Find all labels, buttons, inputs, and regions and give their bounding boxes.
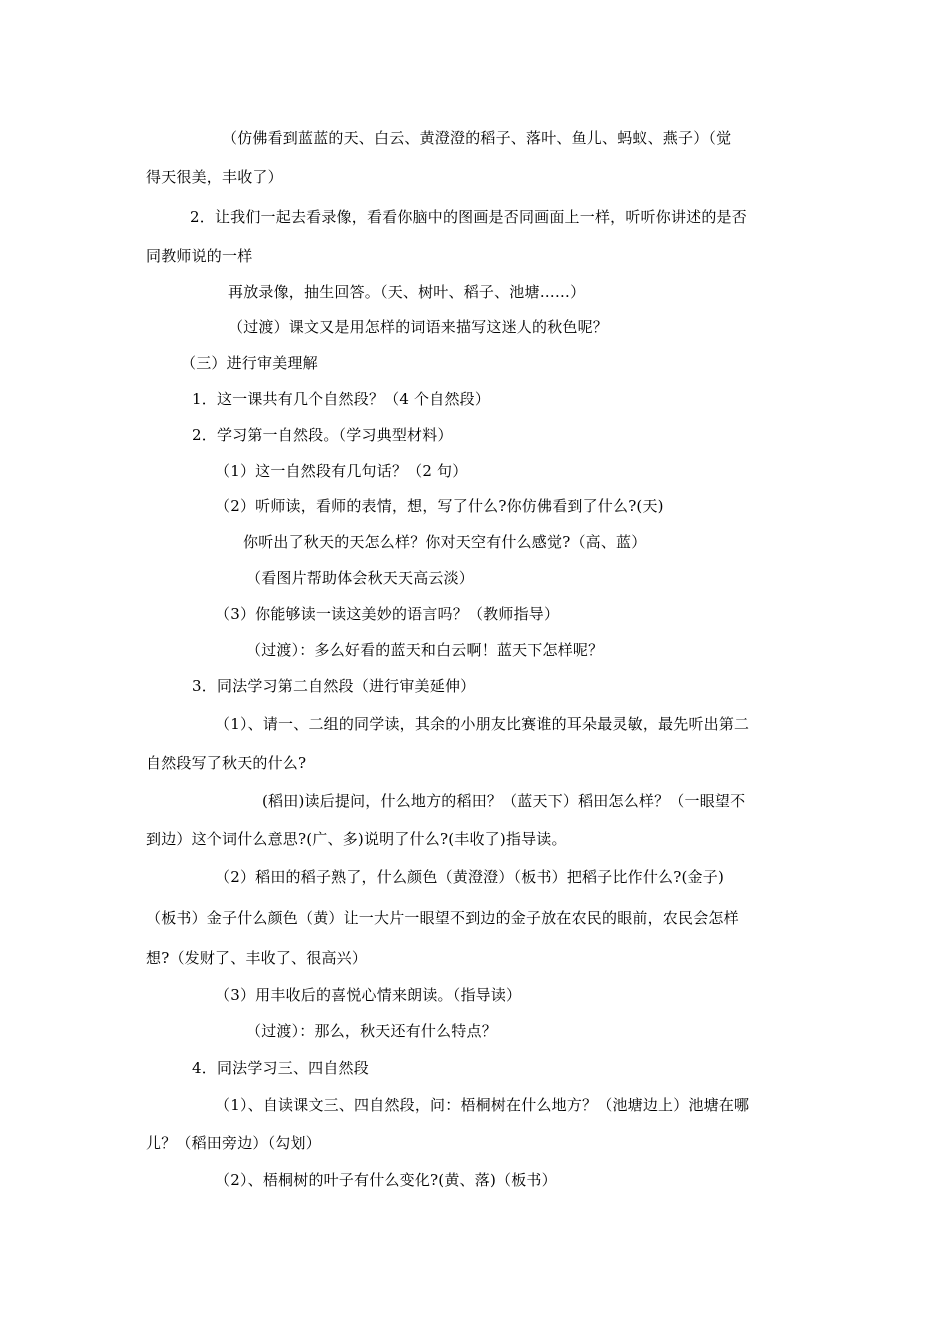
text-line: （过渡）：那么，秋天还有什么特点？ <box>246 1022 497 1040</box>
section-heading: （三）进行审美理解 <box>181 354 318 372</box>
text-line: （1）、自读课文三、四自然段，问：梧桐树在什么地方？（池塘边上）池塘在哪 <box>215 1096 750 1114</box>
text-line: （2）、梧桐树的叶子有什么变化?(黄、落)（板书） <box>215 1171 557 1189</box>
text-line: (稻田)读后提问，什么地方的稻田？（蓝天下）稻田怎么样？（一眼望不 <box>262 792 746 810</box>
text-line: （过渡）课文又是用怎样的词语来描写这迷人的秋色呢？ <box>228 318 609 336</box>
text-line: 你听出了秋天的天怎么样？你对天空有什么感觉?（高、蓝） <box>243 533 647 551</box>
text-line: 儿？（稻田旁边）（勾划） <box>146 1134 321 1152</box>
text-line: 再放录像，抽生回答。（天、树叶、稻子、池塘……） <box>228 283 586 301</box>
text-line: （1）、请一、二组的同学读，其余的小朋友比赛谁的耳朵最灵敏，最先听出第二 <box>215 715 750 733</box>
text-line: （1）这一自然段有几句话？（2 句） <box>215 462 468 480</box>
text-line: （2）稻田的稻子熟了，什么颜色（黄澄澄）（板书）把稻子比作什么?(金子) <box>215 868 724 886</box>
text-line: （仿佛看到蓝蓝的天、白云、黄澄澄的稻子、落叶、鱼儿、蚂蚁、燕子）（觉 <box>222 129 732 147</box>
text-line: 1．这一课共有几个自然段？（4 个自然段） <box>192 390 491 408</box>
text-line: 自然段写了秋天的什么? <box>146 754 307 772</box>
text-line: （2）听师读，看师的表情，想，写了什么?你仿佛看到了什么?(天) <box>215 497 664 515</box>
text-line: 想?（发财了、丰收了、很高兴） <box>146 949 368 967</box>
text-line: （板书）金子什么颜色（黄）让一大片一眼望不到边的金子放在农民的眼前，农民会怎样 <box>146 909 739 927</box>
text-line: （过渡）：多么好看的蓝天和白云啊！蓝天下怎样呢？ <box>246 641 604 659</box>
text-line: 到边）这个词什么意思?(广、多)说明了什么?(丰收了)指导读。 <box>146 830 567 848</box>
text-line: （3）你能够读一读这美妙的语言吗？（教师指导） <box>215 605 560 623</box>
text-line: （看图片帮助体会秋天天高云淡） <box>246 569 475 587</box>
text-line: 同教师说的一样 <box>146 247 253 265</box>
text-line: 2．让我们一起去看录像，看看你脑中的图画是否同画面上一样，听听你讲述的是否 <box>190 208 747 226</box>
text-line: 3．同法学习第二自然段（进行审美延伸） <box>192 677 476 695</box>
text-line: 4．同法学习三、四自然段 <box>192 1059 369 1077</box>
text-line: 2．学习第一自然段。（学习典型材料） <box>192 426 453 444</box>
text-line: 得天很美，丰收了） <box>146 168 283 186</box>
text-line: （3）用丰收后的喜悦心情来朗读。（指导读） <box>215 986 522 1004</box>
